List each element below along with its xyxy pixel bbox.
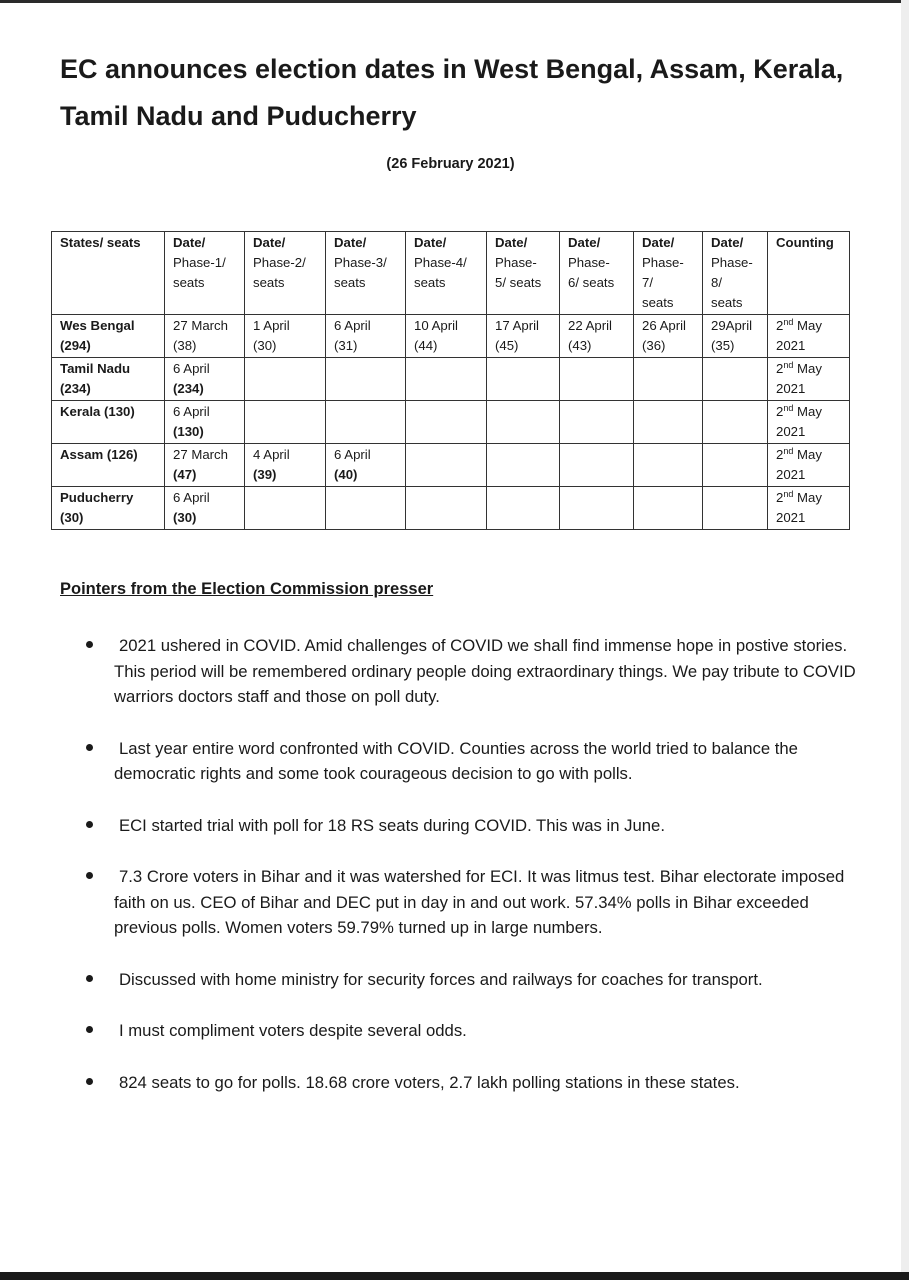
phase-cell [634, 358, 703, 401]
document-title: EC announces election dates in West Bengal, Assam, Kerala, Tamil Nadu and Puducherry [60, 54, 844, 131]
table-header-cell [52, 232, 165, 315]
table-header-text: Phase- [495, 255, 537, 270]
phase-date: 6 April [173, 361, 210, 376]
phase-cell [634, 444, 703, 487]
state-text: (234) [60, 381, 91, 396]
table-header-text: Phase- [568, 255, 610, 270]
phase-seats: (30) [253, 338, 277, 353]
counting-month: May [793, 361, 822, 376]
table-header-text: 7/ [642, 275, 653, 290]
phase-seats: (43) [568, 338, 592, 353]
phase-cell [165, 444, 245, 487]
table-header-text: Phase- [642, 255, 684, 270]
counting-cell [768, 444, 850, 487]
phase-cell [634, 487, 703, 530]
table-body [52, 315, 850, 530]
counting-year: 2021 [776, 510, 806, 525]
pointer-text: 2021 ushered in COVID. Amid challenges of COVID we shall find immense hope in postive stories. This period will be remembered ordinary people doing extraordinary things. We pay tribute to COVID warriors doctors staff and those on poll duty. [114, 636, 856, 706]
table-row [52, 401, 850, 444]
counting-day: 2 [776, 404, 784, 419]
pointer-text: Last year entire word confronted with COVID. Counties across the world tried to balance the democratic rights and some took courageous decision to go with polls. [114, 738, 798, 783]
phase-cell [703, 401, 768, 444]
pointer-item [0, 864, 901, 941]
state-cell [52, 358, 165, 401]
state-text: Puducherry [60, 490, 134, 505]
counting-day: 2 [776, 447, 784, 462]
counting-month: May [793, 318, 822, 333]
table-header-cell [768, 232, 850, 315]
phase-cell [487, 358, 560, 401]
state-text: Tamil Nadu [60, 361, 131, 376]
table-header-text: Date/ [414, 235, 447, 250]
state-text: Kerala (130) [60, 404, 135, 419]
phase-cell [165, 401, 245, 444]
table-header-text: seats [414, 275, 446, 290]
phase-cell [487, 444, 560, 487]
phase-cell [245, 487, 326, 530]
phase-seats: (45) [495, 338, 519, 353]
pointer-text: ECI started trial with poll for 18 RS seats during COVID. This was in June. [119, 815, 665, 835]
phase-cell [560, 487, 634, 530]
table-header-text: seats [334, 275, 366, 290]
table-header-cell [165, 232, 245, 315]
pointer-item [0, 813, 901, 839]
phase-date: 6 April [334, 447, 371, 462]
phase-date: 10 April [414, 318, 458, 333]
counting-year: 2021 [776, 467, 806, 482]
table-row [52, 358, 850, 401]
phase-date: 6 April [334, 318, 371, 333]
table-header-text: States/ seats [60, 235, 141, 250]
phase-date: 17 April [495, 318, 539, 333]
table-header-cell [634, 232, 703, 315]
table-header-text: Date/ [253, 235, 286, 250]
phase-cell [560, 444, 634, 487]
counting-day: 2 [776, 490, 784, 505]
table-header-text: Date/ [642, 235, 675, 250]
bullet-icon [86, 744, 93, 751]
phase-date: 1 April [253, 318, 290, 333]
counting-date [776, 488, 843, 508]
phase-seats: (30) [173, 510, 197, 525]
phase-cell [165, 487, 245, 530]
election-schedule-table [51, 231, 850, 530]
table-header-text: Phase-2/ [253, 255, 306, 270]
photo-border-bottom [0, 1272, 909, 1280]
state-cell [52, 401, 165, 444]
state-cell [52, 444, 165, 487]
phase-seats: (234) [173, 381, 204, 396]
pointer-text: 7.3 Crore voters in Bihar and it was watershed for ECI. It was litmus test. Bihar electorate imposed faith on us. CEO of Bihar and DEC put in day in and out work. 57.34% polls in Bihar exceeded previous polls. Women voters 59.79% turned up in large numbers. [114, 867, 845, 937]
counting-cell [768, 401, 850, 444]
table-header-text: 5/ seats [495, 275, 542, 290]
phase-cell [326, 401, 406, 444]
phase-cell [406, 487, 487, 530]
table-row [52, 444, 850, 487]
table-header-text: Phase-1/ [173, 255, 226, 270]
bullet-icon [86, 975, 93, 982]
phase-date: 6 April [173, 490, 210, 505]
phase-cell [560, 358, 634, 401]
counting-cell [768, 487, 850, 530]
phase-cell [165, 315, 245, 358]
counting-day-suffix: nd [783, 317, 794, 327]
phase-cell [406, 358, 487, 401]
pointer-item [0, 967, 901, 993]
phase-cell [406, 315, 487, 358]
counting-day-suffix: nd [783, 360, 794, 370]
state-text: Wes Bengal [60, 318, 135, 333]
phase-date: 27 March [173, 447, 228, 462]
phase-cell [245, 358, 326, 401]
table-header-cell [326, 232, 406, 315]
counting-day-suffix: nd [783, 446, 794, 456]
pointer-item [0, 633, 901, 710]
counting-date [776, 359, 843, 379]
counting-day: 2 [776, 318, 784, 333]
phase-cell [326, 358, 406, 401]
table-header-text: seats [711, 295, 743, 310]
phase-cell [560, 401, 634, 444]
table-header-text: Date/ [495, 235, 528, 250]
phase-seats: (47) [173, 467, 197, 482]
bullet-icon [86, 1078, 93, 1085]
state-cell [52, 315, 165, 358]
phase-cell [560, 315, 634, 358]
pointer-text: Discussed with home ministry for security forces and railways for coaches for transport. [119, 969, 763, 989]
table-header-text: seats [642, 295, 674, 310]
table-row [52, 315, 850, 358]
pointer-item [0, 1070, 901, 1096]
table-header-cell [406, 232, 487, 315]
counting-day-suffix: nd [783, 489, 794, 499]
table-header-text: Phase-3/ [334, 255, 387, 270]
counting-day-suffix: nd [783, 403, 794, 413]
phase-seats: (36) [642, 338, 666, 353]
phase-date: 6 April [173, 404, 210, 419]
bullet-icon [86, 872, 93, 879]
phase-cell [703, 487, 768, 530]
counting-year: 2021 [776, 424, 806, 439]
bullet-icon [86, 1026, 93, 1033]
table-header-text: Phase- [711, 255, 753, 270]
state-text: Assam (126) [60, 447, 138, 462]
counting-month: May [793, 490, 822, 505]
phase-seats: (38) [173, 338, 197, 353]
counting-year: 2021 [776, 338, 806, 353]
phase-date: 22 April [568, 318, 612, 333]
table-header-text: seats [173, 275, 205, 290]
document-date: (26 February 2021) [386, 156, 515, 172]
phase-cell [703, 444, 768, 487]
table-header-text: Counting [776, 235, 834, 250]
phase-cell [245, 315, 326, 358]
table-header-text: seats [253, 275, 285, 290]
phase-cell [487, 401, 560, 444]
pointers-list [0, 633, 901, 1121]
bullet-icon [86, 821, 93, 828]
phase-date: 27 March [173, 318, 228, 333]
table-header-row [52, 232, 850, 315]
table-header-text: 6/ seats [568, 275, 615, 290]
phase-cell [245, 401, 326, 444]
counting-cell [768, 315, 850, 358]
phase-cell [326, 487, 406, 530]
counting-day: 2 [776, 361, 784, 376]
counting-month: May [793, 404, 822, 419]
phase-cell [487, 315, 560, 358]
phase-cell [703, 358, 768, 401]
phase-seats: (130) [173, 424, 204, 439]
phase-cell [487, 487, 560, 530]
phase-cell [634, 401, 703, 444]
table-header-text: Date/ [173, 235, 206, 250]
phase-cell [406, 444, 487, 487]
table-header-cell [245, 232, 326, 315]
counting-date [776, 316, 843, 336]
table-header-text: Phase-4/ [414, 255, 467, 270]
state-cell [52, 487, 165, 530]
phase-date: 4 April [253, 447, 290, 462]
phase-cell [406, 401, 487, 444]
table-header-text: Date/ [568, 235, 601, 250]
pointer-item [0, 736, 901, 787]
state-text: (294) [60, 338, 91, 353]
phase-cell [326, 315, 406, 358]
pointer-text: 824 seats to go for polls. 18.68 crore voters, 2.7 lakh polling stations in these states. [119, 1072, 740, 1092]
phase-cell [326, 444, 406, 487]
counting-cell [768, 358, 850, 401]
phase-seats: (44) [414, 338, 438, 353]
phase-cell [703, 315, 768, 358]
pointer-text: I must compliment voters despite several odds. [119, 1021, 467, 1040]
state-text: (30) [60, 510, 84, 525]
phase-cell [245, 444, 326, 487]
counting-date [776, 402, 843, 422]
table-header-cell [703, 232, 768, 315]
table-header-text: Date/ [711, 235, 744, 250]
counting-year: 2021 [776, 381, 806, 396]
table-row [52, 487, 850, 530]
counting-date [776, 445, 843, 465]
phase-seats: (39) [253, 467, 277, 482]
phase-date: 26 April [642, 318, 686, 333]
phase-cell [165, 358, 245, 401]
table-header-text: Date/ [334, 235, 367, 250]
bullet-icon [86, 641, 93, 648]
phase-seats: (31) [334, 338, 358, 353]
phase-seats: (35) [711, 338, 735, 353]
phase-seats: (40) [334, 467, 358, 482]
phase-cell [634, 315, 703, 358]
photo-border-right [901, 0, 909, 1280]
pointers-heading: Pointers from the Election Commission presser [60, 580, 434, 598]
phase-date: 29April [711, 318, 753, 333]
counting-month: May [793, 447, 822, 462]
table-header-cell [560, 232, 634, 315]
table-header-text: 8/ [711, 275, 722, 290]
pointer-item [0, 1018, 901, 1044]
table-header-cell [487, 232, 560, 315]
